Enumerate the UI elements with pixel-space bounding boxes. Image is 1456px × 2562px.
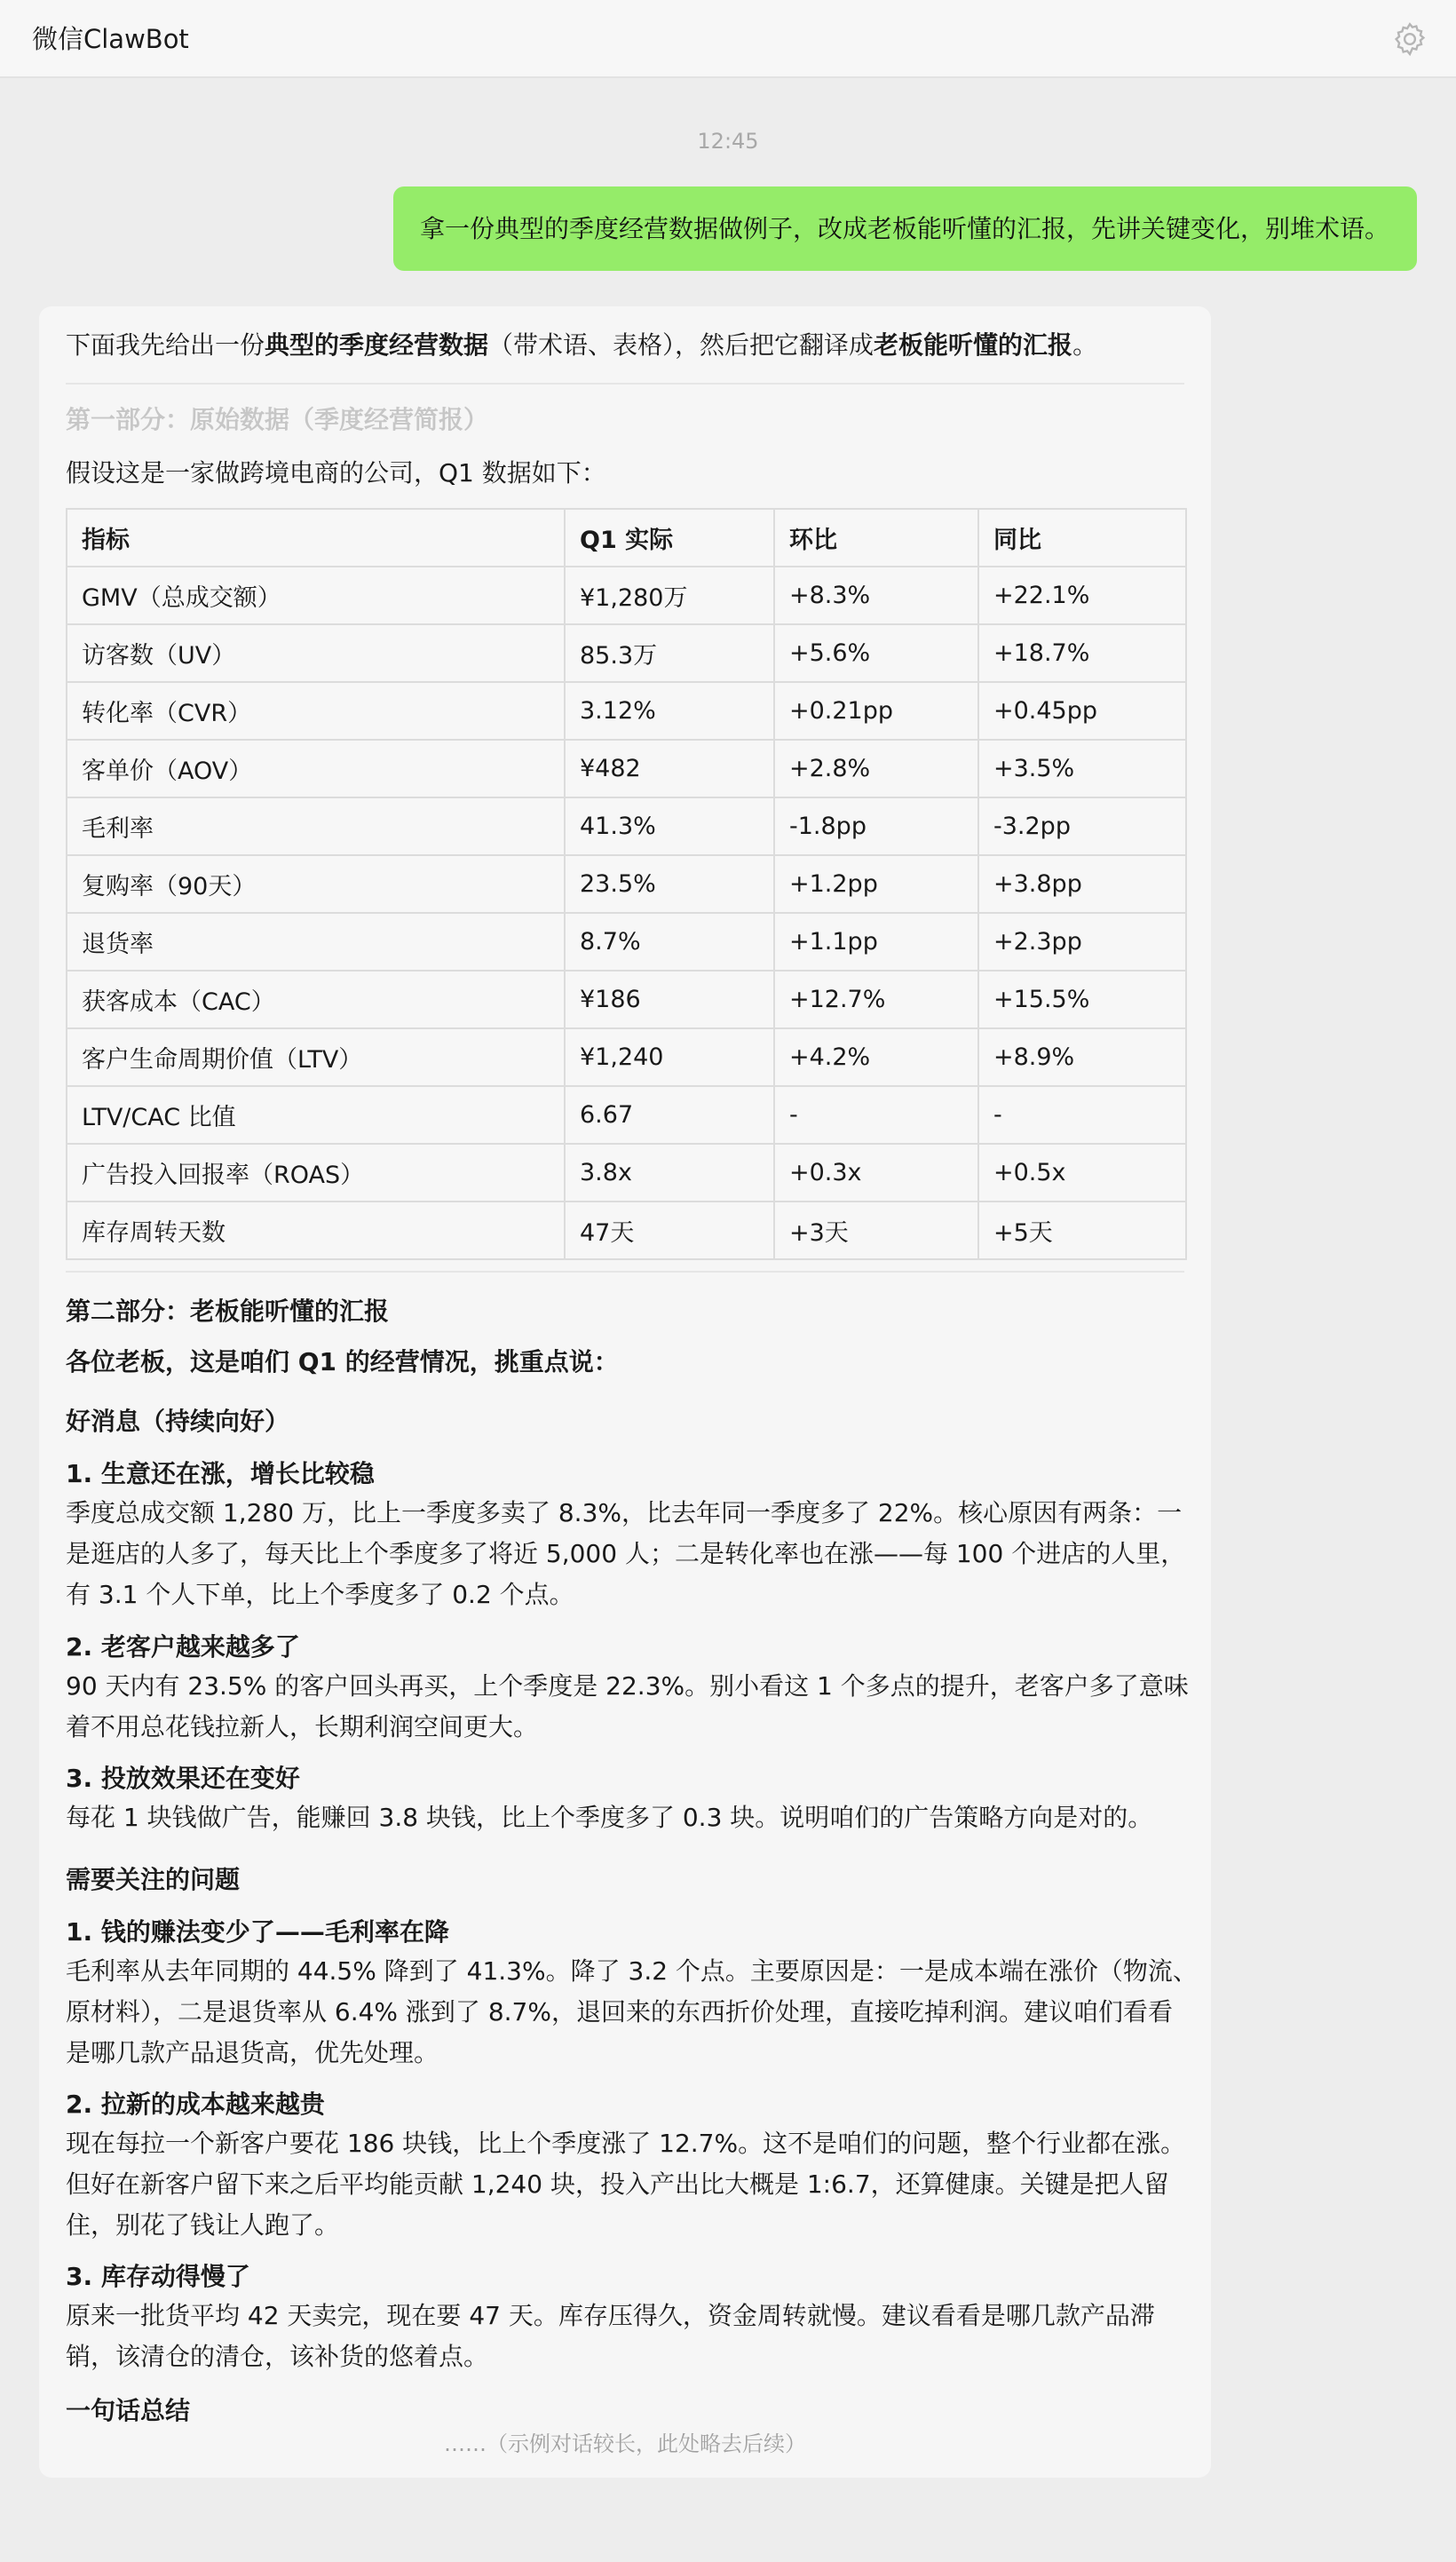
- table-cell: -: [774, 1086, 978, 1144]
- table-cell: 库存周转天数: [67, 1202, 565, 1259]
- table-cell: +3.5%: [978, 740, 1186, 797]
- good-item-line: 90 天内有 23.5% 的客户回头再买，上个季度是 22.3%。别小看这 1 个多点的提升，老客户多了意味: [66, 1671, 1189, 1701]
- table-row: [67, 624, 1186, 682]
- table-row: [67, 797, 1186, 855]
- good-item-line: 着不用总花钱拉新人，长期利润空间更大。: [66, 1712, 539, 1741]
- issue-item-line: 原材料），二是退货率从 6.4% 涨到了 8.7%，退回来的东西折价处理，直接吃掉利润。建议咱们看看: [66, 1997, 1173, 2027]
- table-row: [67, 1086, 1186, 1144]
- table-cell: 广告投入回报率（ROAS）: [67, 1144, 565, 1202]
- table-cell: 85.3万: [565, 624, 774, 682]
- table-cell: 8.7%: [565, 913, 774, 971]
- table-header-cell: 同比: [978, 509, 1186, 567]
- table-cell: ¥1,280万: [565, 567, 774, 624]
- table-row: [67, 740, 1186, 797]
- table-cell: +12.7%: [774, 971, 978, 1028]
- table-cell: +2.3pp: [978, 913, 1186, 971]
- table-cell: 访客数（UV）: [67, 624, 565, 682]
- table-cell: ¥482: [565, 740, 774, 797]
- message-timestamp: 12:45: [697, 129, 759, 154]
- app-title: 微信ClawBot: [32, 24, 189, 54]
- table-cell: 23.5%: [565, 855, 774, 913]
- intro-text: [66, 328, 1097, 363]
- table-cell: 客户生命周期价值（LTV）: [67, 1028, 565, 1086]
- table-cell: -1.8pp: [774, 797, 978, 855]
- table-cell: +0.3x: [774, 1144, 978, 1202]
- intro-part: （带术语、表格），然后把它翻译成: [488, 330, 874, 360]
- table-cell: -: [978, 1086, 1186, 1144]
- assumption-text: 假设这是一家做跨境电商的公司，Q1 数据如下：: [66, 458, 606, 488]
- good-item-line: 是逛店的人多了，每天比上个季度多了将近 5,000 人；二是转化率也在涨——每 100 个进店的人里，: [66, 1539, 1186, 1568]
- table-cell: +3天: [774, 1202, 978, 1259]
- table-cell: ¥186: [565, 971, 774, 1028]
- title-bar: [0, 0, 1456, 78]
- gear-icon[interactable]: [1390, 20, 1429, 59]
- table-cell: +8.3%: [774, 567, 978, 624]
- summary-title: 一句话总结: [66, 2396, 191, 2425]
- issue-item-title: 3. 库存动得慢了: [66, 2262, 250, 2291]
- table-header-cell: 环比: [774, 509, 978, 567]
- intro-bold: 典型的季度经营数据: [265, 330, 489, 360]
- table-cell: +5.6%: [774, 624, 978, 682]
- good-item-line: 季度总成交额 1,280 万，比上一季度多卖了 8.3%，比去年同一季度多了 22%。核心原因有两条：一: [66, 1498, 1183, 1527]
- table-row: [67, 1202, 1186, 1259]
- table-header-row: [67, 509, 1186, 567]
- greeting: 各位老板，这是咱们 Q1 的经营情况，挑重点说：: [66, 1347, 619, 1376]
- table-row: [67, 1144, 1186, 1202]
- table-cell: -3.2pp: [978, 797, 1186, 855]
- good-item-title: 1. 生意还在涨，增长比较稳: [66, 1459, 375, 1488]
- table-cell: 3.8x: [565, 1144, 774, 1202]
- issue-item-line: 现在每拉一个新客户要花 186 块钱，比上个季度涨了 12.7%。这不是咱们的问题，整个行业都在涨。: [66, 2129, 1186, 2158]
- table-cell: 47天: [565, 1202, 774, 1259]
- table-cell: 获客成本（CAC）: [67, 971, 565, 1028]
- table-cell: 退货率: [67, 913, 565, 971]
- intro-part: 下面我先给出一份: [66, 330, 265, 360]
- table-cell: +1.1pp: [774, 913, 978, 971]
- table-cell: LTV/CAC 比值: [67, 1086, 565, 1144]
- table-cell: ¥1,240: [565, 1028, 774, 1086]
- table-cell: +3.8pp: [978, 855, 1186, 913]
- divider: [66, 383, 1184, 385]
- table-cell: +8.9%: [978, 1028, 1186, 1086]
- user-message-bubble: 拿一份典型的季度经营数据做例子，改成老板能听懂的汇报，先讲关键变化，别堆术语。: [393, 186, 1417, 271]
- bot-message-bubble: [39, 306, 1211, 2478]
- good-item-line: 有 3.1 个人下单，比上个季度多了 0.2 个点。: [66, 1580, 574, 1609]
- table-row: [67, 1028, 1186, 1086]
- intro-part: 。: [1072, 330, 1098, 360]
- divider: [66, 1271, 1184, 1273]
- issue-item-line: 是哪几款产品退货高，优先处理。: [66, 2038, 439, 2067]
- issue-item-line: 毛利率从去年同期的 44.5% 降到了 41.3%。降了 3.2 个点。主要原因是：一是成本端在涨价（物流、: [66, 1956, 1198, 1986]
- issue-item-line: 住，别花了钱让人跑了。: [66, 2210, 340, 2240]
- table-cell: +1.2pp: [774, 855, 978, 913]
- table-cell: +0.5x: [978, 1144, 1186, 1202]
- table-cell: 3.12%: [565, 682, 774, 740]
- table-cell: +15.5%: [978, 971, 1186, 1028]
- table-row: [67, 567, 1186, 624]
- table-header-cell: Q1 实际: [565, 509, 774, 567]
- table-cell: +22.1%: [978, 567, 1186, 624]
- section2-title: 第二部分：老板能听懂的汇报: [66, 1297, 390, 1326]
- issue-item-title: 2. 拉新的成本越来越贵: [66, 2090, 325, 2119]
- issues-title: 需要关注的问题: [66, 1865, 241, 1894]
- good-news-title: 好消息（持续向好）: [66, 1407, 290, 1436]
- table-cell: 6.67: [565, 1086, 774, 1144]
- table-cell: 客单价（AOV）: [67, 740, 565, 797]
- issue-item-line: 原来一批货平均 42 天卖完，现在要 47 天。库存压得久，资金周转就慢。建议看看是哪几款产品滞: [66, 2301, 1155, 2330]
- table-header-cell: 指标: [67, 509, 565, 567]
- section1-title: 第一部分：原始数据（季度经营简报）: [66, 405, 489, 434]
- table-cell: 转化率（CVR）: [67, 682, 565, 740]
- table-row: [67, 855, 1186, 913]
- kpi-table: [66, 508, 1187, 1260]
- good-item-title: 3. 投放效果还在变好: [66, 1764, 300, 1793]
- good-item-title: 2. 老客户越来越多了: [66, 1632, 300, 1662]
- truncation-note: ……（示例对话较长，此处略去后续）: [444, 2431, 806, 2456]
- table-cell: +0.45pp: [978, 682, 1186, 740]
- good-item-line: 每花 1 块钱做广告，能赚回 3.8 块钱，比上个季度多了 0.3 块。说明咱们的广告策略方向是对的。: [66, 1803, 1153, 1832]
- issue-item-line: 但好在新客户留下来之后平均能贡献 1,240 块，投入产出比大概是 1:6.7，还算健康。关键是把人留: [66, 2169, 1169, 2199]
- table-cell: +18.7%: [978, 624, 1186, 682]
- table-cell: +2.8%: [774, 740, 978, 797]
- table-cell: GMV（总成交额）: [67, 567, 565, 624]
- table-row: [67, 682, 1186, 740]
- issue-item-line: 销，该清仓的清仓，该补货的悠着点。: [66, 2342, 489, 2371]
- intro-bold: 老板能听懂的汇报: [874, 330, 1073, 360]
- table-cell: +5天: [978, 1202, 1186, 1259]
- issue-item-title: 1. 钱的赚法变少了——毛利率在降: [66, 1917, 449, 1947]
- table-cell: 复购率（90天）: [67, 855, 565, 913]
- table-row: [67, 971, 1186, 1028]
- table-cell: +4.2%: [774, 1028, 978, 1086]
- table-cell: 毛利率: [67, 797, 565, 855]
- table-cell: +0.21pp: [774, 682, 978, 740]
- table-cell: 41.3%: [565, 797, 774, 855]
- table-row: [67, 913, 1186, 971]
